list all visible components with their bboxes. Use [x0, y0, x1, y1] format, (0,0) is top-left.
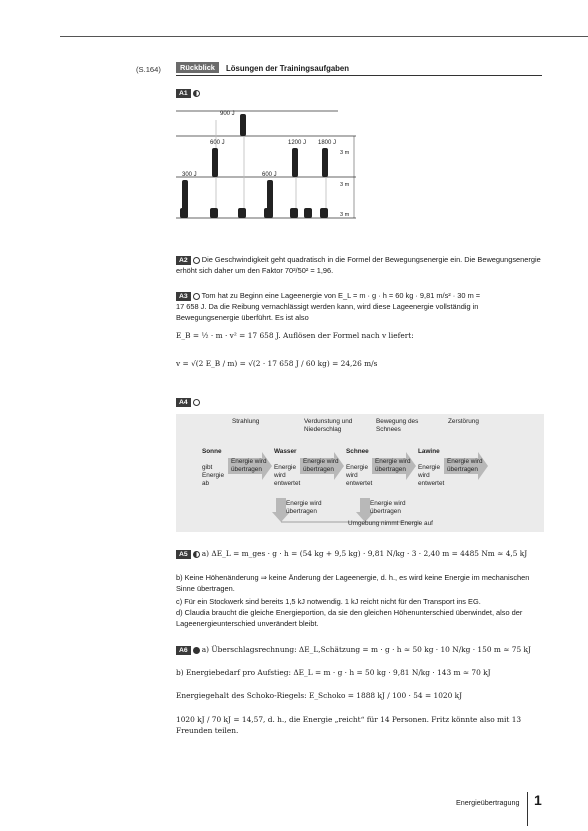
difficulty-icon — [193, 293, 200, 300]
a3-formula1: E_B = ½ · m · v² = 17 658 J. Auflösen der Formel nach v liefert: — [176, 331, 414, 340]
box-schnee-title: Schnee — [346, 448, 369, 455]
footer-rule — [527, 792, 528, 826]
a4-energy-diagram — [176, 414, 544, 532]
label-strahlung: Strahlung — [232, 418, 260, 425]
difficulty-icon — [193, 257, 200, 264]
difficulty-icon — [193, 551, 200, 558]
title-rule — [176, 75, 542, 76]
a3-tag: A3 — [176, 292, 191, 301]
a3-line3: Bewegungsenergie überführt. Es ist also — [176, 313, 309, 322]
a1-height-2: 3 m — [340, 182, 350, 188]
box-wasser-text: Energie wird entwertet — [274, 464, 301, 487]
footer-section: Energieübertragung — [456, 798, 520, 807]
a5-line-a: a) ΔE_L = m_ges · g · h = (54 kg + 9,5 kg) · 9,81 N/kg · 3 · 2,40 m = 4485 Nm ≈ 4,5 kJ — [201, 549, 528, 558]
page-title: Lösungen der Trainingsaufgaben — [226, 64, 350, 73]
difficulty-icon — [193, 90, 200, 97]
difficulty-icon — [193, 399, 200, 406]
a1-label-300: 300 J — [182, 172, 197, 178]
a6-a: a) Überschlagsrechnung: ΔE_L,Schätzung = m · g · h ≈ 50 kg · 10 N/kg · 150 m ≈ 75 kJ — [201, 645, 531, 654]
a6-block — [176, 644, 546, 655]
a6-c: Energiegehalt des Schoko-Riegels: E_Schoko = 1888 kJ / 100 · 54 = 1020 kJ — [176, 691, 463, 700]
a4-tag: A4 — [176, 398, 191, 407]
a1-height-1: 3 m — [340, 150, 350, 156]
a2-tag: A2 — [176, 256, 191, 265]
a1-label-1800: 1800 J — [318, 140, 337, 146]
a5-tag: A5 — [176, 550, 191, 559]
a1-label-600b: 600 J — [262, 172, 277, 178]
box-lawine-text: Energie wird entwertet — [418, 464, 445, 487]
a6-d: 1020 kJ / 70 kJ = 14,57, d. h., die Energie „reicht“ für 14 Personen. Fritz könnte also mit 13 Freunden teilen. — [176, 715, 522, 735]
rueckblick-badge: Rückblick — [176, 62, 219, 73]
down-text-1: Energie wird übertragen — [286, 500, 322, 515]
a3-block — [176, 290, 546, 323]
box-lawine-title: Lawine — [418, 448, 440, 455]
a2-text: Die Geschwindigkeit geht quadratisch in die Formel der Bewegungsenergie ein. Die Bewegungsenergie erhöht sich daher um den Faktor 70²/50² = 1,96. — [176, 255, 541, 275]
a6-b: b) Energiebedarf pro Aufstieg: ΔE_L = m · g · h = 50 kg · 9,81 N/kg · 143 m ≈ 70 kJ — [176, 668, 491, 677]
top-rule — [60, 36, 588, 37]
a2-block — [176, 254, 546, 276]
a6-tag: A6 — [176, 646, 191, 655]
a1-label-1200: 1200 J — [288, 140, 307, 146]
a1-figure — [176, 100, 366, 235]
box-wasser-title: Wasser — [274, 448, 297, 455]
page-reference: (S.164) — [136, 65, 161, 74]
a5-b: b) Keine Höhenänderung ⇒ keine Änderung der Lageenergie, d. h., es wird keine Energie im mechanischen Sinne übertragen. — [176, 573, 530, 593]
a5-c: c) Für ein Stockwerk sind bereits 1,5 kJ notwendig. 1 kJ reicht nicht für den Transport ins EG. — [176, 597, 481, 606]
label-verdunstung: Verdunstung und Niederschlag — [304, 418, 353, 433]
arrow-text-4: Energie wird übertragen — [447, 458, 483, 473]
arrow-text-1: Energie wird übertragen — [231, 458, 267, 473]
a3-formula2: v = √(2 E_B / m) = √(2 · 17 658 J / 60 kg) = 24,26 m/s — [176, 359, 378, 368]
a1-label-600a: 600 J — [210, 140, 225, 146]
a1-tag: A1 — [176, 89, 191, 98]
page-number: 1 — [534, 792, 542, 808]
a5-block — [176, 548, 546, 559]
label-zerstoerung: Zerstörung — [448, 418, 479, 425]
arrow-text-2: Energie wird übertragen — [303, 458, 339, 473]
a1-height-3: 3 m — [340, 212, 350, 218]
box-sonne-text: gibt Energie ab — [202, 464, 225, 487]
a1-header — [176, 88, 200, 98]
a1-label-900: 900 J — [220, 111, 235, 117]
down-text-2: Energie wird übertragen — [370, 500, 406, 515]
box-sonne-title: Sonne — [202, 448, 222, 455]
difficulty-icon — [193, 647, 200, 654]
box-schnee-text: Energie wird entwertet — [346, 464, 373, 487]
a4-header — [176, 397, 200, 407]
a3-line1: Tom hat zu Beginn eine Lageenergie von E_L = m · g · h = 60 kg · 9,81 m/s² · 30 m = — [201, 291, 481, 300]
a3-line2: 17 658 J. Da die Reibung vernachlässigt werden kann, wird diese Lageenergie vollständig in — [176, 302, 479, 311]
arrow-text-3: Energie wird übertragen — [375, 458, 411, 473]
a5-d: d) Claudia braucht die gleiche Energieportion, da sie den gleichen Höhenunterschied überwindet, also der Lageenergieunterschied unverändert bleibt. — [176, 608, 523, 628]
label-bewegung: Bewegung des Schnees — [376, 418, 419, 433]
environment-text: Umgebung nimmt Energie auf — [348, 520, 433, 527]
